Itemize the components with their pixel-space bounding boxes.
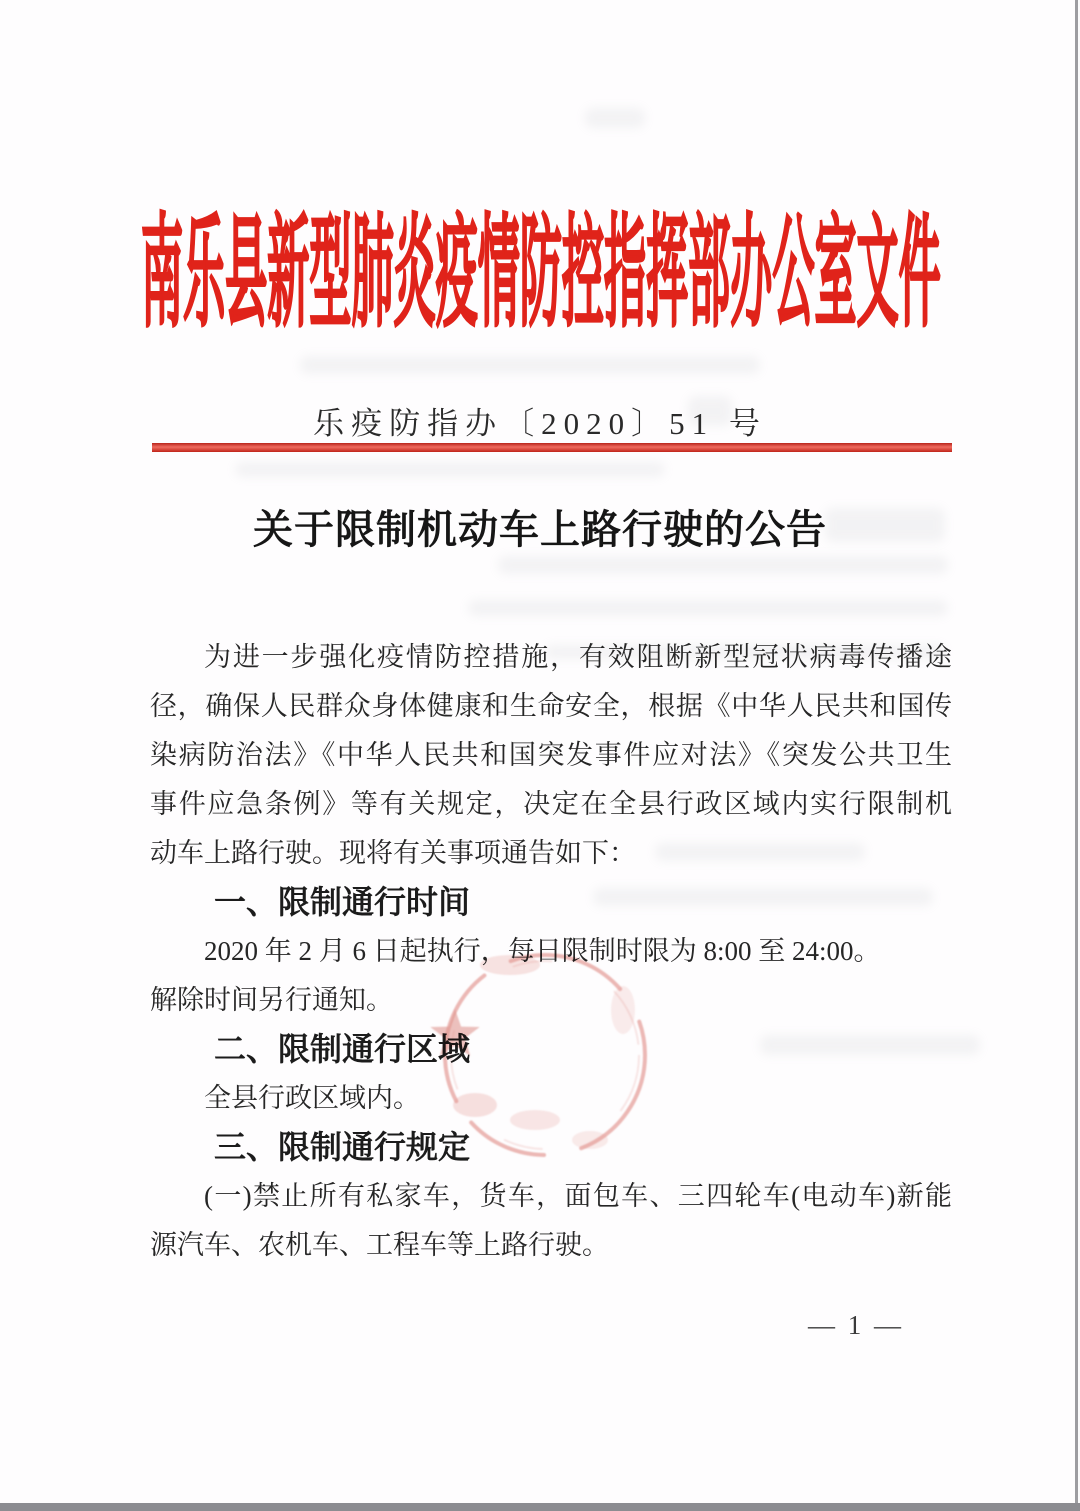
section-heading: 二、限制通行区域 [214,1031,471,1067]
body-line: 染病防治法》《中华人民共和国突发事件应对法》《突发公共卫生 [150,740,952,770]
body-line: 全县行政区域内。 [204,1083,420,1113]
body-line: 径，确保人民群众身体健康和生命安全，根据《中华人民共和国传 [150,691,952,721]
page-title: 关于限制机动车上路行驶的公告 [253,508,827,552]
document-number: 乐疫防指办〔2020〕51 号 [313,406,767,441]
section-heading: 三、限制通行规定 [214,1129,471,1165]
bleedthrough-artifact [235,462,665,477]
section-heading: 一、限制通行时间 [214,884,471,920]
body-line: 为进一步强化疫情防控措施，有效阻断新型冠状病毒传播途 [204,642,952,672]
body-line: 解除时间另行通知。 [150,985,393,1015]
bleedthrough-artifact [468,600,948,616]
body-line: 源汽车、农机车、工程车等上路行驶。 [150,1230,609,1260]
bleedthrough-artifact [585,108,645,128]
red-separator-rule [152,443,952,452]
body-line: 事件应急条例》等有关规定，决定在全县行政区域内实行限制机 [150,789,952,819]
bleedthrough-artifact [498,556,948,574]
page-number: — 1 — [808,1310,904,1340]
body-line: 动车上路行驶。现将有关事项通告如下： [150,838,636,868]
body-line: 2020 年 2 月 6 日起执行，每日限制时限为 8:00 至 24:00。 [204,936,881,966]
scan-page-edge-bottom [0,1503,1080,1511]
body-line: (一)禁止所有私家车，货车，面包车、三四轮车(电动车)新能 [204,1181,952,1211]
official-seal-icon [415,925,715,1225]
letterhead-org-title: 南乐县新型肺炎疫情防控指挥部办公室文件 [141,205,941,341]
bleedthrough-artifact [300,356,760,374]
